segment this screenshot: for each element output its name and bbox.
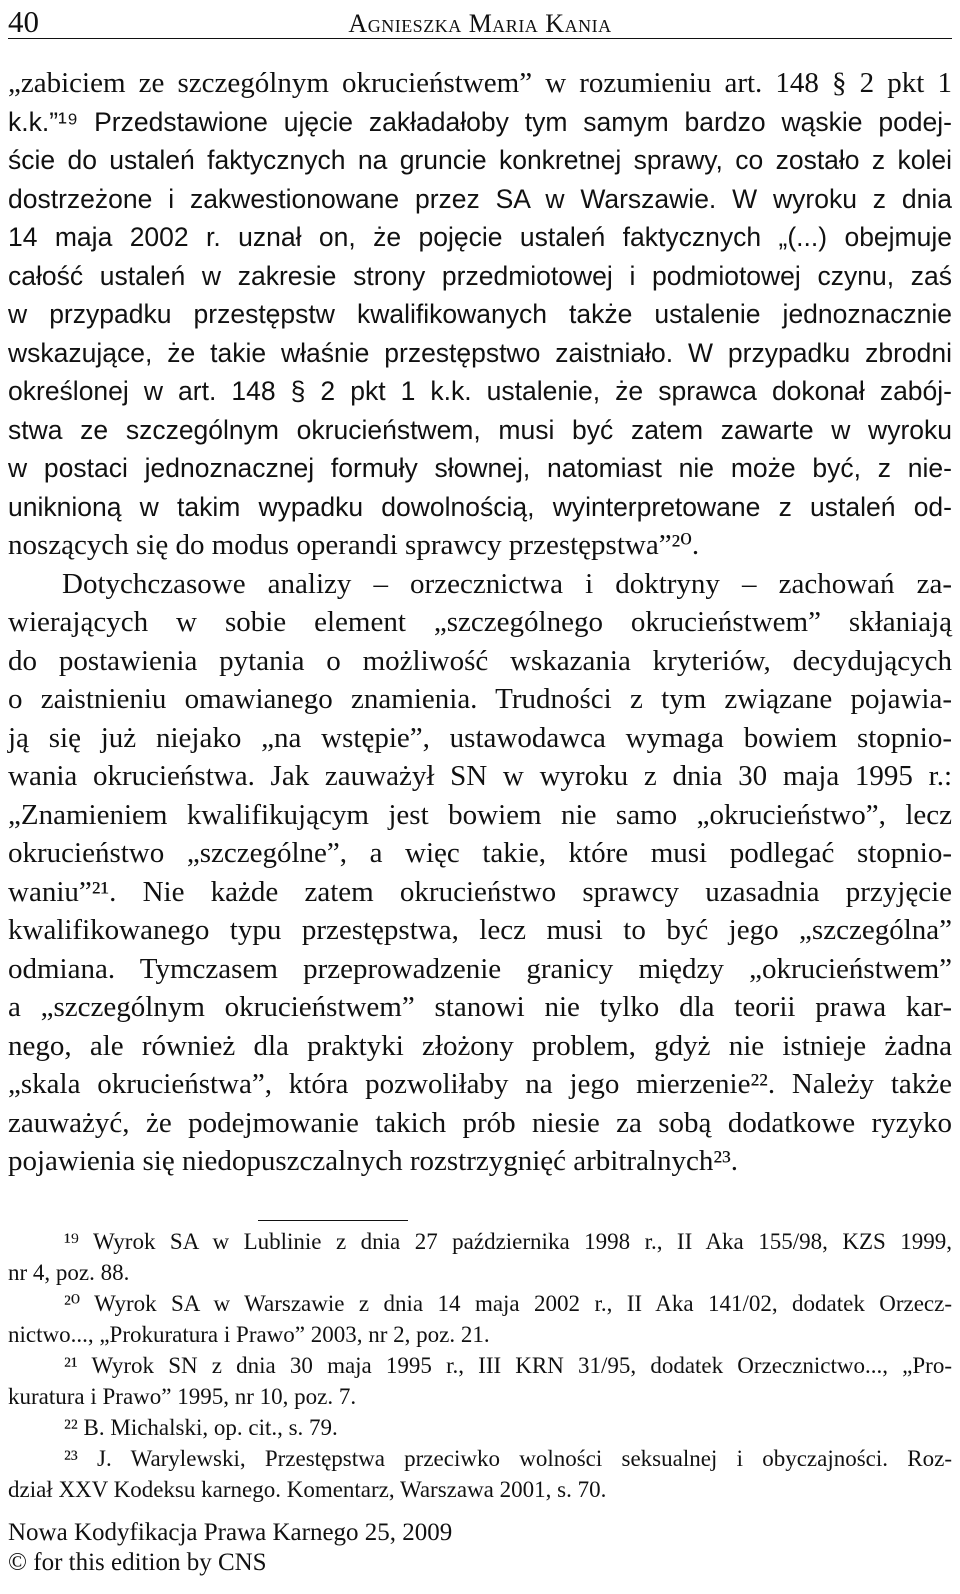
page-header	[8, 2, 952, 39]
body-text	[8, 64, 952, 1181]
body-text-line: „Znamieniem kwalifikującym jest bowiem nie samo „okrucieństwo”, lecz	[8, 798, 952, 831]
body-text-line: określonej w art. 148 § 2 pkt 1 k.k. ustalenie, że sprawca dokonał zabój-	[8, 376, 952, 406]
body-text-line: „zabiciem ze szczególnym okrucieństwem” w rozumieniu art. 148 § 2 pkt 1	[8, 67, 952, 99]
body-text-line: wierających w sobie element „szczególnego okrucieństwem” skłaniają	[8, 606, 952, 638]
page-number: 40	[8, 4, 39, 39]
body-text-line: a „szczególnym okrucieństwem” stanowi nie tylko dla teorii prawa kar-	[8, 991, 952, 1023]
body-text-line: noszących się do modus operandi sprawcy przestępstwa”²⁰.	[8, 529, 700, 561]
body-text-line: uniknioną w takim wypadku dowolnością, wyinterpretowane z ustaleń od-	[8, 491, 952, 522]
footnote-line: ²³ J. Warylewski, Przestępstwa przeciwko wolności seksualnej i obyczajności. Roz-	[64, 1446, 952, 1471]
body-text-line: stwa ze szczególnym okrucieństwem, musi być zatem zawarte w wyroku	[8, 414, 952, 445]
body-text-line: wania okrucieństwa. Jak zauważył SN w wyroku z dnia 30 maja 1995 r.:	[8, 760, 952, 792]
footnote-rule	[258, 1220, 408, 1221]
imprint-copyright: © for this edition by CNS	[8, 1549, 267, 1576]
body-text-line: o zaistnieniu omawianego znamienia. Trudności z tym związane pojawia-	[8, 683, 952, 715]
footnotes	[8, 1226, 952, 1505]
body-text-line: odmiana. Tymczasem przeprowadzenie granicy między „okrucieństwem”	[8, 952, 952, 985]
running-head: Agnieszka Maria Kania	[348, 9, 612, 38]
body-text-line: k.k.”¹⁹ Przedstawione ujęcie zakładałoby tym samym bardzo wąskie podej-	[8, 106, 952, 137]
footnote-line: kuratura i Prawo” 1995, nr 10, poz. 7.	[8, 1384, 357, 1409]
body-text-line: dostrzeżone i zakwestionowane przez SA w Warszawie. W wyroku z dnia	[8, 183, 952, 214]
body-text-line: 14 maja 2002 r. uznał on, że pojęcie ustaleń faktycznych „(...) obejmuje	[8, 222, 952, 252]
body-text-line: ją się już niejako „na wstępie”, ustawodawca wymaga bowiem stopnio-	[8, 721, 952, 754]
body-text-line: „skala okrucieństwa”, która pozwoliłaby na jego mierzenie²². Należy także	[8, 1068, 952, 1100]
body-text-line: kwalifikowanego typu przestępstwa, lecz musi to być jego „szczególna”	[8, 914, 952, 946]
footnote-line: ²⁰ Wyrok SA w Warszawie z dnia 14 maja 2002 r., II Aka 141/02, dodatek Orzecz-	[64, 1291, 952, 1316]
body-text-line: okrucieństwo „szczególne”, a więc takie, które musi podlegać stopnio-	[8, 837, 952, 869]
body-text-line: w postaci jednoznacznej formuły słownej, natomiast nie może być, z nie-	[8, 453, 952, 483]
body-text-line: Dotychczasowe analizy – orzecznictwa i doktryny – zachowań za-	[62, 567, 952, 600]
footnote-line: ²¹ Wyrok SN z dnia 30 maja 1995 r., III KRN 31/95, dodatek Orzecznictwo..., „Pro-	[64, 1353, 952, 1378]
body-text-line: zauważyć, że podejmowanie takich prób niesie za sobą dodatkowe ryzyko	[8, 1106, 952, 1139]
body-text-line: waniu”²¹. Nie każde zatem okrucieństwo sprawcy uzasadnia przyjęcie	[8, 875, 952, 908]
body-text-line: pojawienia się niedopuszczalnych rozstrzygnięć arbitralnych²³.	[8, 1145, 739, 1177]
footnote-line: ²² B. Michalski, op. cit., s. 79.	[64, 1415, 338, 1440]
footnote-line: ¹⁹ Wyrok SA w Lublinie z dnia 27 października 1998 r., II Aka 155/98, KZS 1999,	[64, 1229, 952, 1254]
footnote-line: nr 4, poz. 88.	[8, 1260, 130, 1285]
body-text-line: ście do ustaleń faktycznych na gruncie konkretnej sprawy, co zostało z kolei	[8, 145, 952, 175]
body-text-line: nego, ale również dla praktyki złożony problem, gdyż nie istnieje żadna	[8, 1029, 952, 1062]
body-text-line: w przypadku przestępstw kwalifikowanych także ustalenie jednoznacznie	[8, 299, 952, 329]
body-text-line: całość ustaleń w zakresie strony przedmiotowej i podmiotowej czynu, zaś	[8, 260, 952, 291]
footnote-line: nictwo..., „Prokuratura i Prawo” 2003, nr 2, poz. 21.	[8, 1322, 490, 1347]
footnote-line: dział XXV Kodeksu karnego. Komentarz, Warszawa 2001, s. 70.	[8, 1477, 607, 1502]
imprint-journal: Nowa Kodyfikacja Prawa Karnego 25, 2009	[8, 1519, 453, 1546]
body-text-line: wskazujące, że takie właśnie przestępstwo zaistniało. W przypadku zbrodni	[8, 337, 952, 368]
imprint	[8, 1518, 452, 1578]
body-text-line: do postawienia pytania o możliwość wskazania kryteriów, decydujących	[8, 644, 952, 677]
